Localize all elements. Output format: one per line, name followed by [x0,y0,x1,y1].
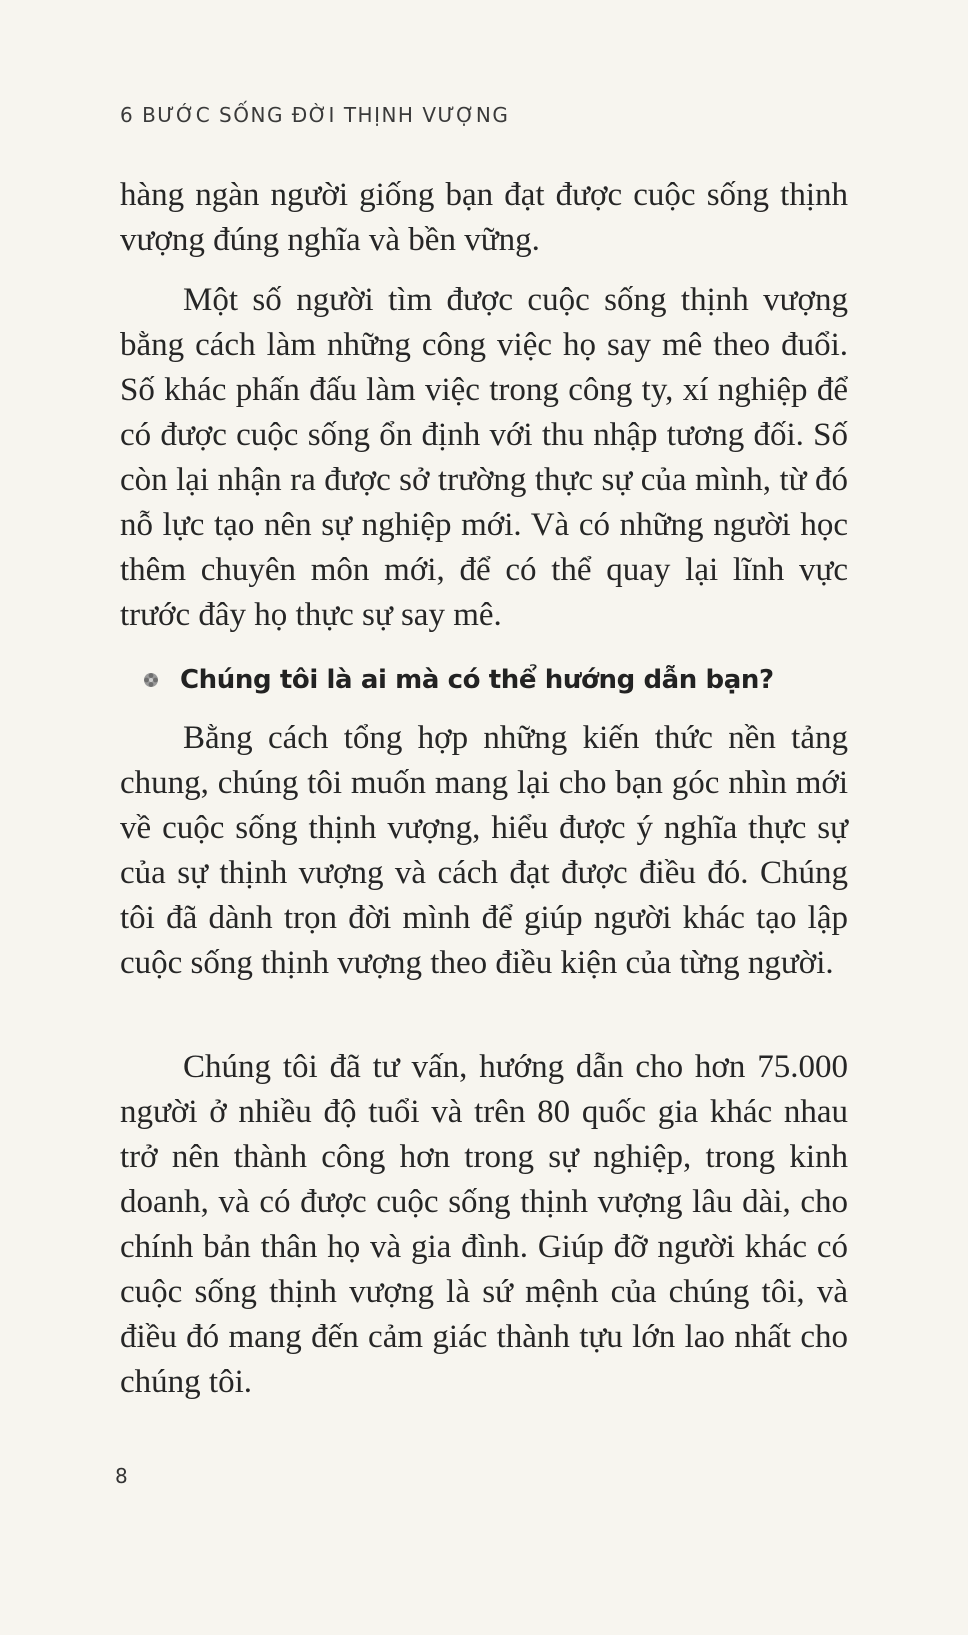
page-number: 8 [115,1464,128,1488]
flower-bullet-icon [143,672,159,688]
paragraph-experience: Chúng tôi đã tư vấn, hướng dẫn cho hơn 75.000 người ở nhiều độ tuổi và trên 80 quốc gia khác nhau trở nên thành công hơn trong sự nghiệp, trong kinh doanh, và có được cuộc sống thịnh vượng lâu dài, cho chính bản thân họ và gia đình. Giúp đỡ người khác có cuộc sống thịnh vượng là sứ mệnh của chúng tôi, và điều đó mang đến cảm giác thành tựu lớn lao nhất cho chúng tôi. [120,1049,848,1400]
section-heading-text: Chúng tôi là ai mà có thể hướng dẫn bạn? [180,665,774,695]
running-header: 6 BƯỚC SỐNG ĐỜI THỊNH VƯỢNG [120,103,510,127]
section-heading [143,665,774,695]
paragraph-who-we-are: Bằng cách tổng hợp những kiến thức nền tảng chung, chúng tôi muốn mang lại cho bạn góc nhìn mới về cuộc sống thịnh vượng, hiểu được ý nghĩa thực sự của sự thịnh vượng và cách đạt được điều đó. Chúng tôi đã dành trọn đời mình để giúp người khác tạo lập cuộc sống thịnh vượng theo điều kiện của từng người. [120,720,848,981]
paragraph-career-paths: Một số người tìm được cuộc sống thịnh vượng bằng cách làm những công việc họ say mê theo đuổi. Số khác phấn đấu làm việc trong công ty, xí nghiệp để có được cuộc sống ổn định với thu nhập tương đối. Số còn lại nhận ra được sở trường thực sự của mình, từ đó nỗ lực tạo nên sự nghiệp mới. Và có những người học thêm chuyên môn mới, để có thể quay lại lĩnh vực trước đây họ thực sự say mê. [120,282,848,633]
paragraph-continuation: hàng ngàn người giống bạn đạt được cuộc sống thịnh vượng đúng nghĩa và bền vững. [120,177,848,258]
